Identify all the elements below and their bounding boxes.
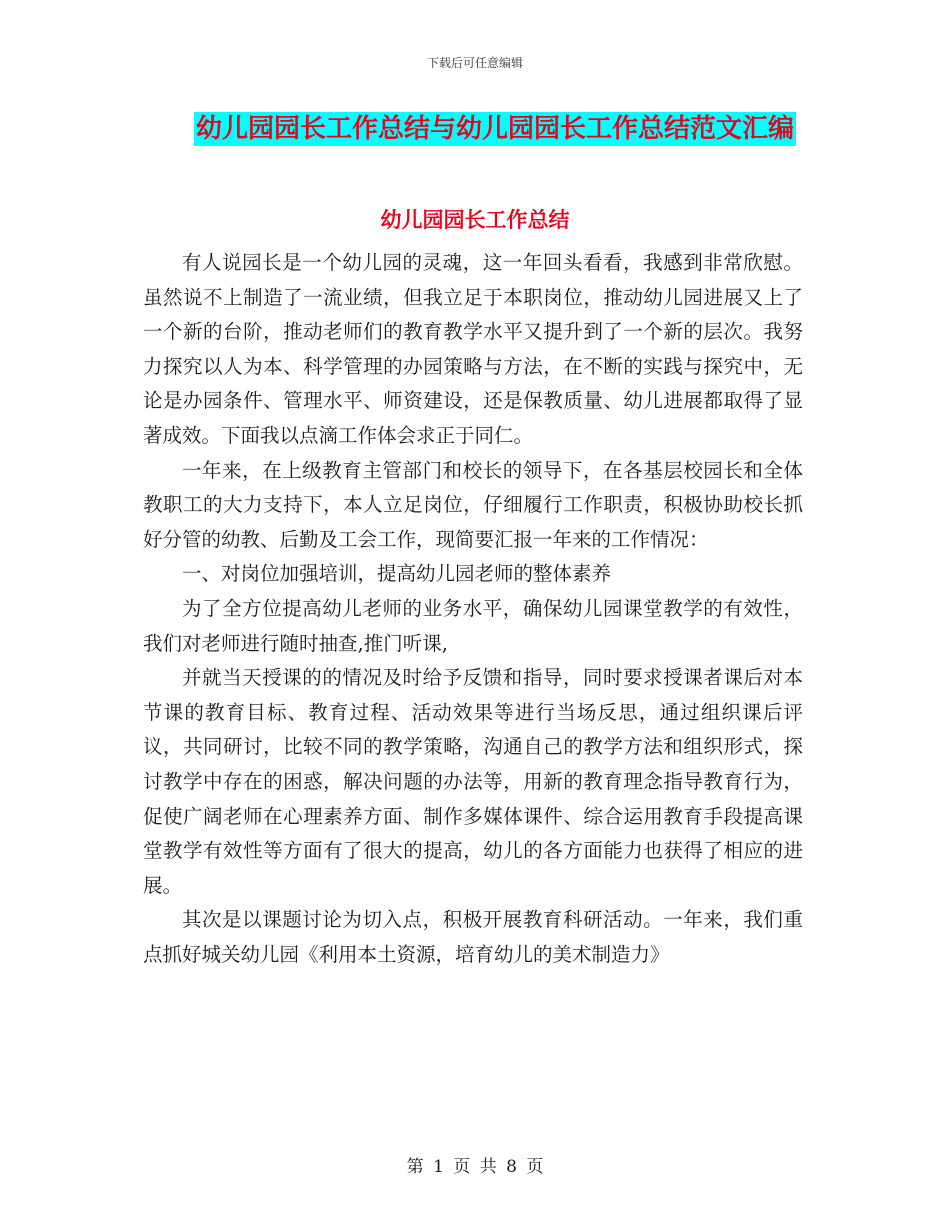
section-title: 幼儿园园长工作总结 [380,208,570,232]
paragraph: 为了全方位提高幼儿老师的业务水平，确保幼儿园课堂教学的有效性，我们对老师进行随时抽查,推门听课, [143,596,803,655]
document-body [143,246,803,972]
paragraph: 其次是以课题讨论为切入点，积极开展教育科研活动。一年来，我们重点抓好城关幼儿园《利用本土资源，培育幼儿的美术制造力》 [143,908,803,966]
paragraph: 一年来，在上级教育主管部门和校长的领导下，在各基层校园长和全体教职工的大力支持下，本人立足岗位，仔细履行工作职责，积极协助校长抓好分管的幼教、后勤及工会工作，现简要汇报一年来的工作情况： [143,458,803,551]
section-heading: 一、对岗位加强培训，提高幼儿园老师的整体素养 [182,562,612,586]
header-note: 下载后可任意编辑 [426,56,523,70]
paragraph: 并就当天授课的的情况及时给予反馈和指导，同时要求授课者课后对本节课的教育目标、教育过程、活动效果等进行当场反思，通过组织课后评议，共同研讨，比较不同的教学策略，沟通自己的教学方法和组织形式，探讨教学中存在的困惑，解决问题的办法等，用新的教育理念指导教育行为，促使广阔老师在心理素养方面、制作多媒体课件、综合运用教育手段提高课堂教学有效性等方面有了很大的提高，幼儿的各方面能力也获得了相应的进展。 [143,666,803,897]
paragraph: 有人说园长是一个幼儿园的灵魂，这一年回头看看，我感到非常欣慰。虽然说不上制造了一流业绩，但我立足于本职岗位，推动幼儿园进展又上了一个新的台阶，推动老师们的教育教学水平又提升到了一个新的层次。我努力探究以人为本、科学管理的办园策略与方法，在不断的实践与探究中，无论是办园条件、管理水平、师资建设，还是保教质量、幼儿进展都取得了显著成效。下面我以点滴工作体会求正于同仁。 [143,251,803,447]
document-title: 幼儿园园长工作总结与幼儿园园长工作总结范文汇编 [196,114,795,144]
page-footer: 第 1 页 共 8 页 [406,1157,544,1177]
